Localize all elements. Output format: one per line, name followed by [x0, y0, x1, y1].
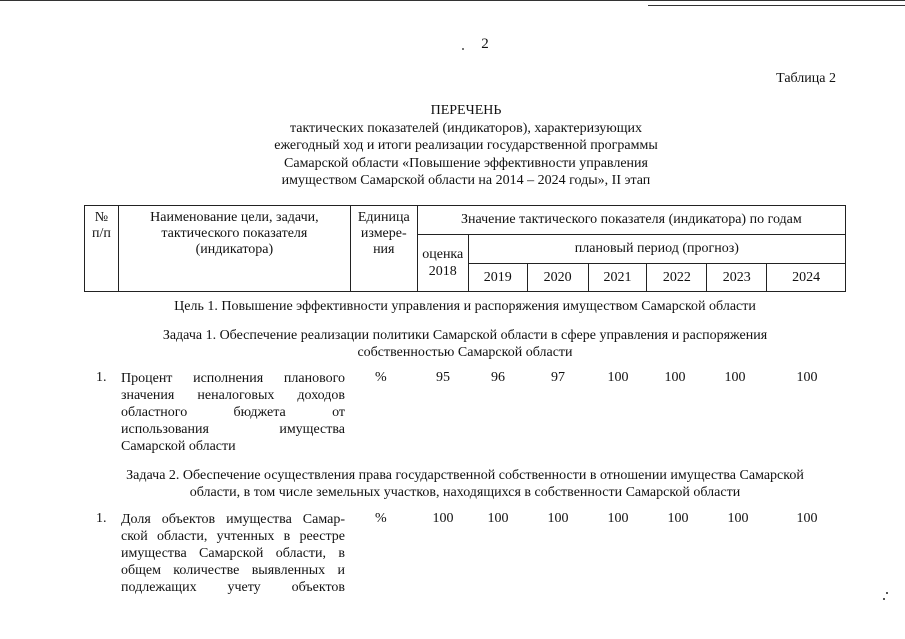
goal-heading: Цель 1. Повышение эффективности управления и распоряжения имуществом Самарской области — [174, 299, 756, 314]
title-line: имуществом Самарской области на 2014 – 2024 годы», II этап — [281, 173, 651, 188]
header-unit-cell: Единица измерения — [350, 206, 417, 292]
unit-value: % — [375, 511, 387, 526]
value-2021: 100 — [607, 511, 629, 526]
scan-speck — [462, 48, 464, 50]
value-2024: 100 — [796, 511, 818, 526]
value-2020: 100 — [547, 511, 569, 526]
task-heading — [84, 327, 846, 361]
title-line: Самарской области «Повышение эффективности управления — [284, 155, 648, 171]
header-year-cell: 2020 — [527, 264, 588, 292]
value-2020: 97 — [551, 370, 565, 385]
indicator-table-header — [84, 205, 846, 292]
value-2023: 100 — [724, 370, 746, 385]
indicator-name: Доля объектов имущества Самар- ской области, учтенных в реестре имущества Самарской области, в общем количестве выявленных и подлежащих учету объектов — [121, 512, 345, 595]
task-line: Задача 1. Обеспечение реализации политики Самарской области в сфере управления и распоряжения — [162, 328, 768, 343]
value-2018: 95 — [436, 370, 450, 385]
task-line: области, в том числе земельных участков, находящихся в собственности Самарской области — [189, 485, 741, 500]
indicator-name: Процент исполнения планового значения неналоговых доходов областного бюджета от использования имущества Самарской области — [121, 371, 345, 454]
header-year-cell: 2022 — [647, 264, 707, 292]
scan-edge-line — [0, 0, 905, 1]
row-number: 1. — [96, 370, 107, 385]
value-2019: 100 — [487, 511, 509, 526]
indicator-row — [0, 370, 905, 460]
header-plan-cell: плановый период (прогноз) — [468, 235, 845, 264]
unit-value: % — [375, 370, 387, 385]
value-2022: 100 — [667, 511, 689, 526]
header-num-cell: № п/п — [85, 206, 119, 292]
value-2019: 96 — [491, 370, 505, 385]
scan-edge-line — [648, 5, 905, 6]
indicator-row — [0, 511, 905, 601]
header-estimate-cell: оценка 2018 — [417, 235, 468, 292]
table-label: Таблица 2 — [776, 71, 836, 86]
value-2022: 100 — [664, 370, 686, 385]
title-heading: ПЕРЕЧЕНЬ — [430, 103, 502, 118]
row-number: 1. — [96, 511, 107, 526]
page-number: 2 — [481, 36, 489, 52]
value-2024: 100 — [796, 370, 818, 385]
header-year-cell: 2019 — [468, 264, 527, 292]
header-name-cell: Наименование цели, задачи, тактического показателя (индикатора) — [118, 206, 350, 292]
task-heading — [60, 467, 870, 501]
task-line: Задача 2. Обеспечение осуществления права государственной собственности в отношении имущества Самарской — [126, 468, 804, 483]
header-year-cell: 2023 — [707, 264, 767, 292]
value-2018: 100 — [432, 511, 454, 526]
value-2021: 100 — [607, 370, 629, 385]
header-year-cell: 2021 — [588, 264, 647, 292]
task-line: собственностью Самарской области — [357, 345, 573, 360]
value-2023: 100 — [727, 511, 749, 526]
scan-speck — [883, 598, 885, 600]
title-line: тактических показателей (индикаторов), характеризующих — [289, 120, 643, 136]
header-values-cell: Значение тактического показателя (индикатора) по годам — [417, 206, 845, 235]
document-title — [236, 102, 696, 190]
header-year-cell: 2024 — [767, 264, 846, 292]
title-line: ежегодный ход и итоги реализации государственной программы — [274, 138, 658, 153]
scan-speck — [886, 592, 888, 594]
